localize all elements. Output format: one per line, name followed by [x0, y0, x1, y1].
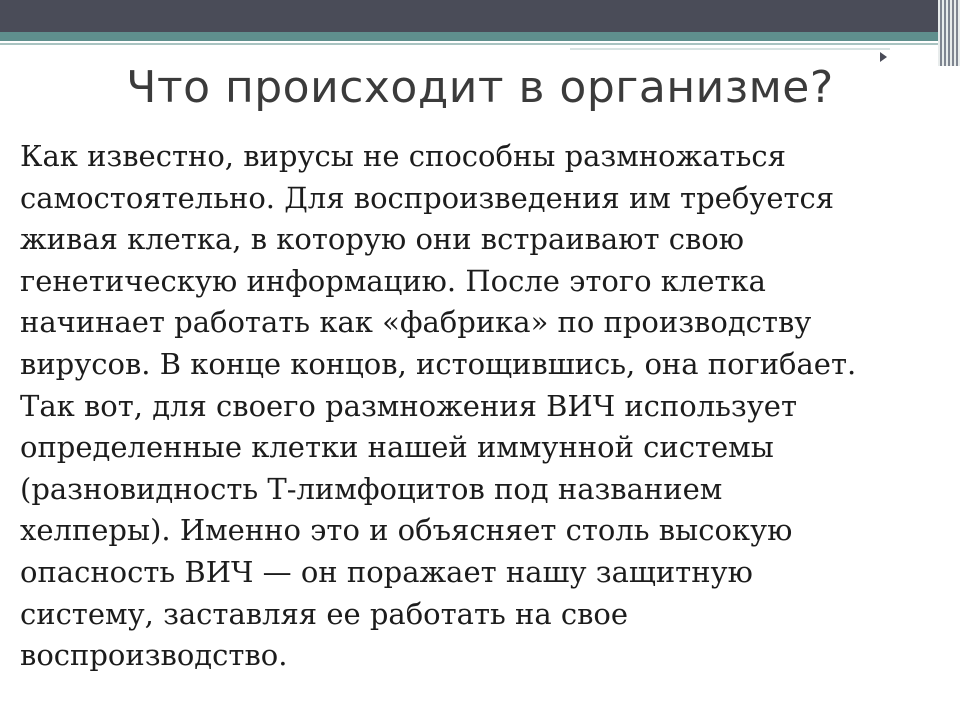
slide-title: Что происходит в организме? [126, 62, 834, 113]
divider-line [0, 43, 960, 45]
divider-line-short [570, 48, 890, 50]
accent-stripe [0, 32, 960, 41]
corner-stripes [938, 0, 960, 66]
header-band [0, 0, 960, 32]
slide-body-text: Как известно, вирусы не способны размножаться самостоятельно. Для воспроизведения им требуется живая клетка, в которую они встраивают свою генетическую информацию. После этого клетка начинает работать как «фабрика» по производству вирусов. В конце концов, истощившись, она погибает. Так вот, для своего размножения ВИЧ использует определенные клетки нашей иммунной системы (разновидность Т-лимфоцитов под названием хелперы). Именно это и объясняет столь высокую опасность ВИЧ — он поражает нашу защитную систему, заставляя ее работать на свое воспроизводство. [20, 139, 857, 673]
